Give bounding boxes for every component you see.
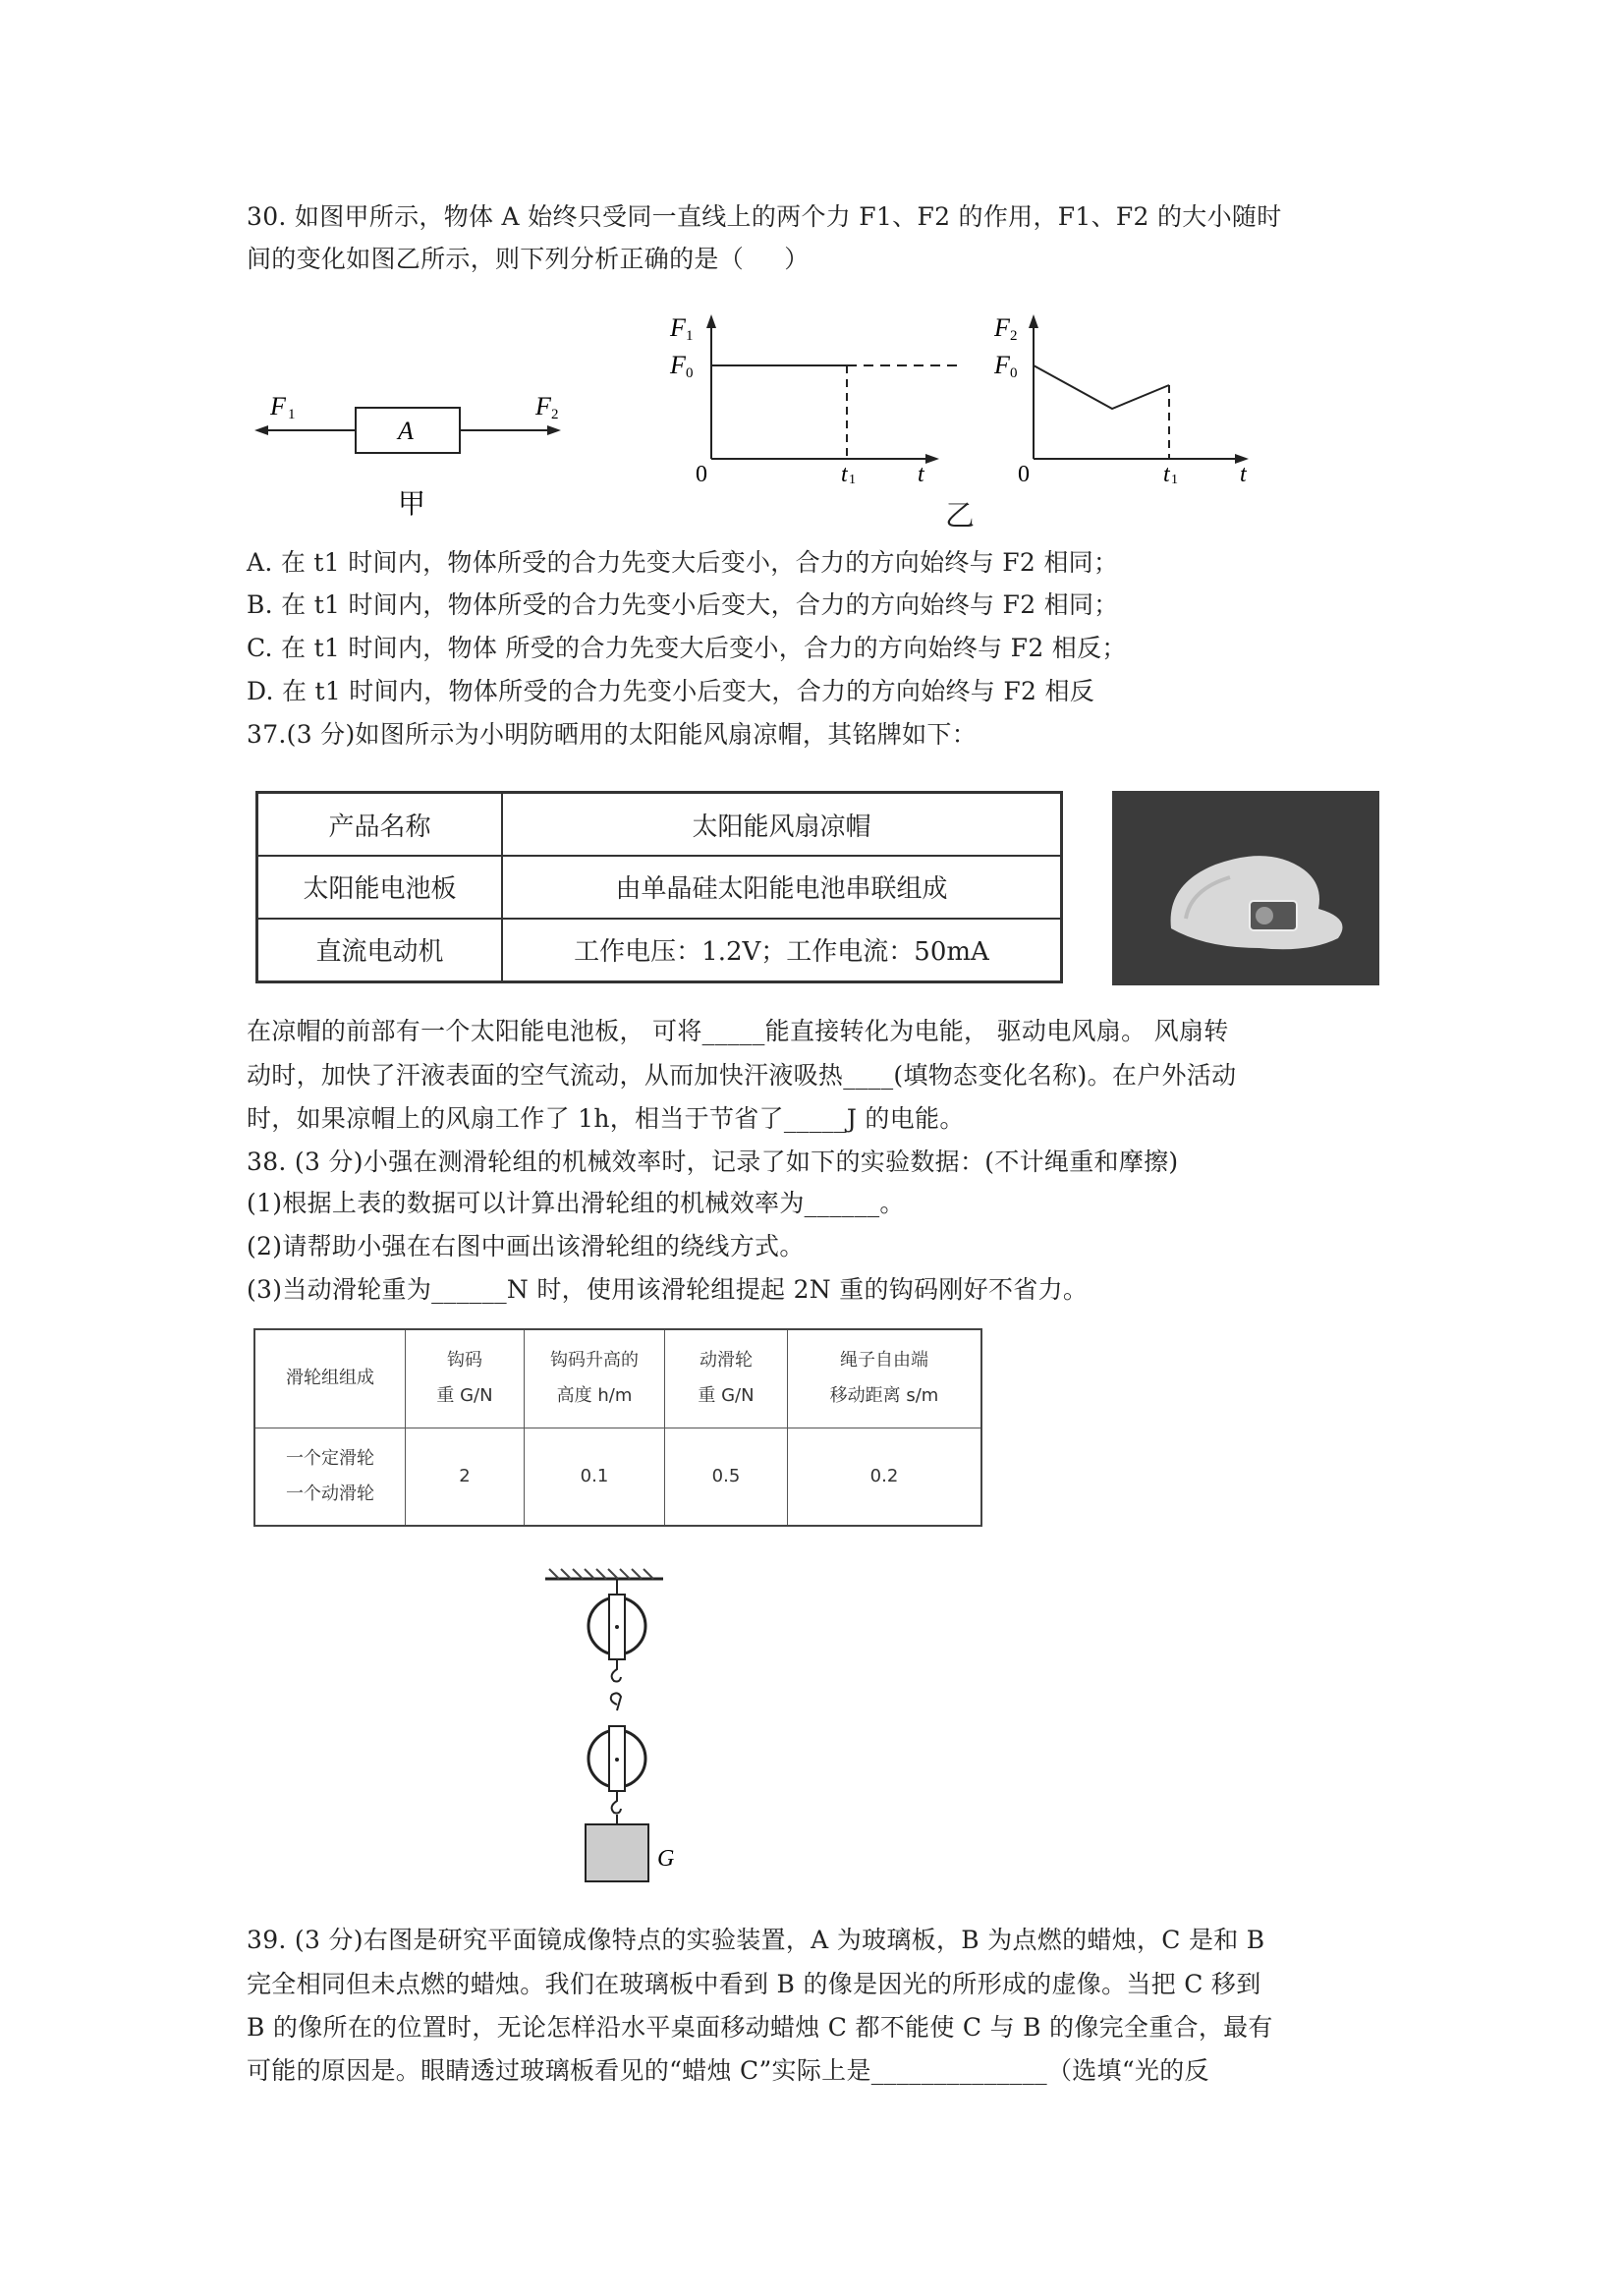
header-text: 钩码 [447,1350,482,1372]
table-cell: 产品名称 [257,793,503,857]
table-row [257,919,1062,982]
graph2-t-axis-label: t [1240,462,1247,483]
table-header [788,1329,982,1428]
graph1-t1-label: t [841,462,848,483]
q37-text-line3: 时，如果凉帽上的风扇工作了 1h，相当于节省了_____J 的电能。 [247,1104,965,1133]
table-row [257,856,1062,919]
header-text: 移动距离 s/m [829,1385,939,1407]
graph2-origin-label: 0 [1018,462,1030,483]
graph2-y-axis-subscript: 2 [1010,328,1018,344]
graph2-f0-subscript: 0 [1010,365,1018,381]
q38-title: 38. (3 分)小强在测滑轮组的机械效率时，记录了如下的实验数据：(不计绳重和摩擦) [247,1148,1179,1176]
force-f1-subscript: 1 [288,407,296,422]
graph2-t1-subscript: 1 [1171,473,1178,483]
graph1-y-axis-subscript: 1 [686,328,694,344]
graph1-t1-subscript: 1 [849,473,856,483]
weight-g-label: G [657,1846,675,1872]
q30-option-a: A. 在 t1 时间内，物体所受的合力先变大后变小，合力的方向始终与 F2 相同； [247,548,1119,577]
table-row [254,1428,981,1526]
header-text: 动滑轮 [700,1350,753,1372]
q30-stem-line1: 30. 如图甲所示，物体 A 始终只受同一直线上的两个力 F1、F2 的作用，F1、F2 的大小随时 [247,202,1282,231]
header-text: 重 G/N [698,1385,755,1407]
table-header [254,1329,406,1428]
table-cell: 2 [406,1428,525,1526]
header-text: 高度 h/m [556,1385,633,1407]
header-text: 绳子自由端 [840,1350,928,1372]
figure-yi-caption: 乙 [945,499,975,533]
q30-stem-line2: 间的变化如图乙所示，则下列分析正确的是（ ） [247,245,810,273]
header-text: 滑轮组组成 [286,1368,374,1389]
graph1-f0-label: F [670,351,686,379]
table-header [525,1329,665,1428]
force-f2-subscript: 2 [551,407,559,422]
header-text: 重 G/N [436,1385,493,1407]
q39-text-line2: 完全相同但未点燃的蜡烛。我们在玻璃板中看到 B 的像是因光的所形成的虚像。当把 C 移到 [247,1970,1261,1998]
q38-question-3: (3)当动滑轮重为______N 时，使用该滑轮组提起 2N 重的钩码刚好不省力。 [247,1275,1089,1304]
cell-text: 一个定滑轮 [286,1447,374,1469]
table-cell: 0.5 [665,1428,788,1526]
table-header-row [254,1329,981,1428]
table-cell: 0.1 [525,1428,665,1526]
header-text: 钩码升高的 [550,1350,639,1372]
block-a-label: A [398,417,414,445]
solar-hat-image [1112,791,1379,985]
graph1-y-axis-label: F [670,313,686,342]
table-header [665,1329,788,1428]
table-cell: 由单晶硅太阳能电池串联组成 [502,856,1062,919]
q37-text-line2: 动时，加快了汗液表面的空气流动，从而加快汗液吸热____(填物态变化名称)。在户外活动 [247,1061,1237,1090]
force-f1-label: F [270,392,286,420]
table-header [406,1329,525,1428]
q30-option-b: B. 在 t1 时间内，物体所受的合力先变小后变大，合力的方向始终与 F2 相同； [247,590,1119,619]
table-cell: 工作电压：1.2V；工作电流：50mA [502,919,1062,982]
pulley-data-table [253,1328,982,1527]
q39-text-line3: B 的像所在的位置时，无论怎样沿水平桌面移动蜡烛 C 都不能使 C 与 B 的像完全重合，最有 [247,2013,1273,2042]
q30-option-d: D. 在 t1 时间内，物体所受的合力先变小后变大，合力的方向始终与 F2 相反 [247,677,1095,705]
graph2-y-axis-label: F [994,313,1010,342]
solar-fan-hat-photo [1112,791,1379,985]
q37-text-line1: 在凉帽的前部有一个太阳能电池板， 可将_____能直接转化为电能， 驱动电风扇。 风扇转 [247,1017,1229,1045]
table-cell: 直流电动机 [257,919,503,982]
table-row [257,793,1062,857]
q30-option-c: C. 在 t1 时间内，物体 所受的合力先变大后变小，合力的方向始终与 F2 相反； [247,634,1127,662]
graph2-t1-label: t [1163,462,1170,483]
graph1-origin-label: 0 [696,462,707,483]
figure-jia-caption: 甲 [398,489,426,520]
cell-text: 一个动滑轮 [286,1483,374,1504]
solar-hat-nameplate-table [255,791,1063,983]
force-f2-label: F [535,392,551,420]
table-cell [254,1428,406,1526]
graph-f1-vs-time [666,307,961,483]
graph-f2-vs-time [990,307,1275,483]
graph2-f0-label: F [994,351,1010,379]
q37-title: 37.(3 分)如图所示为小明防晒用的太阳能风扇凉帽，其铭牌如下： [247,720,978,749]
figure-jia-force-diagram [251,383,585,521]
q39-text-line4: 可能的原因是。眼睛透过玻璃板看见的“蜡烛 C”实际上是______________（选填“光的反 [247,2056,1209,2085]
q38-question-1: (1)根据上表的数据可以计算出滑轮组的机械效率为______。 [247,1189,905,1217]
table-cell: 太阳能电池板 [257,856,503,919]
graph1-t-axis-label: t [918,462,924,483]
table-cell: 0.2 [788,1428,982,1526]
q39-text-line1: 39. (3 分)右图是研究平面镜成像特点的实验装置，A 为玻璃板，B 为点燃的蜡烛，C 是和 B [247,1926,1265,1954]
table-cell: 太阳能风扇凉帽 [502,793,1062,857]
pulley-system-diagram [545,1567,702,1901]
q38-question-2: (2)请帮助小强在右图中画出该滑轮组的绕线方式。 [247,1232,805,1260]
graph1-f0-subscript: 0 [686,365,694,381]
